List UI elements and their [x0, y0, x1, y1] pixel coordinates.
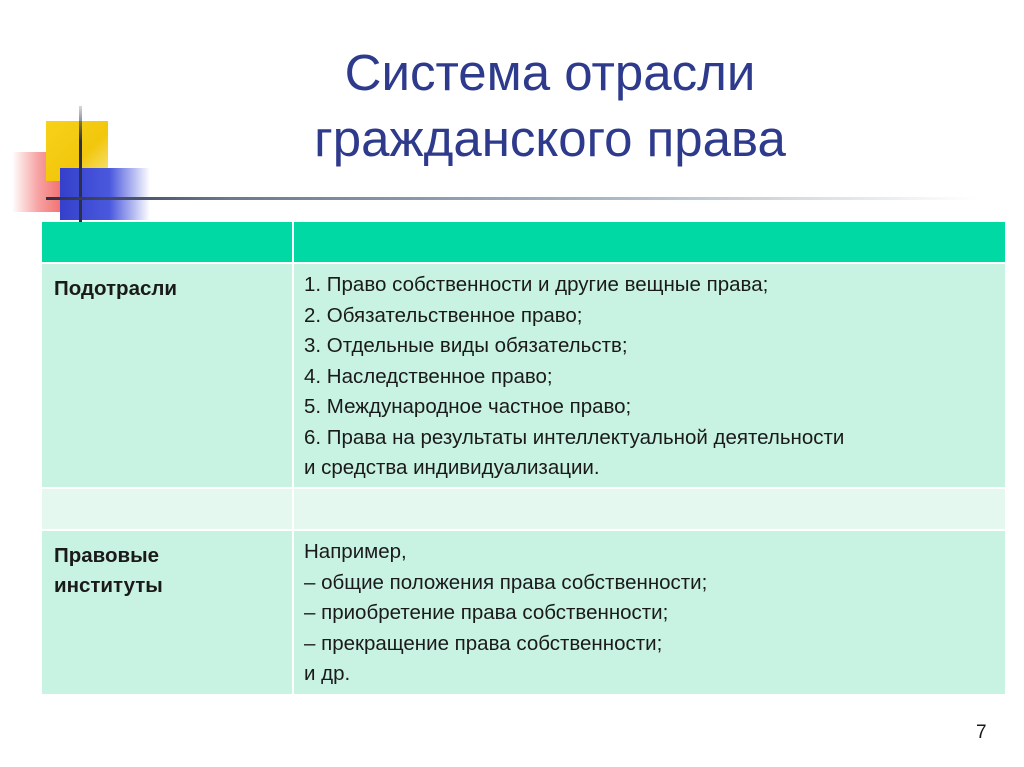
slide-title-line-2: гражданского права: [314, 110, 786, 167]
decorative-horizontal-line: [46, 197, 976, 200]
decorative-vertical-line: [79, 106, 82, 224]
empty-cell-2: [294, 489, 1005, 531]
table-header-cell-2: [294, 222, 1005, 264]
list-item: – приобретение права собственности;: [304, 601, 669, 624]
row-content-subbranches: [294, 264, 1005, 489]
list-item: 5. Международное частное право;: [304, 395, 632, 418]
list-item: 1. Право собственности и другие вещные права;: [304, 273, 769, 296]
table-row-subbranches: [42, 264, 1005, 489]
list-item: и др.: [304, 662, 351, 685]
decorative-blue-square: [60, 168, 150, 220]
slide-title: [200, 40, 900, 172]
table-row-empty: [42, 489, 1005, 531]
list-item: 2. Обязательственное право;: [304, 303, 583, 327]
list-item: – прекращение права собственности;: [304, 631, 663, 655]
row-content-legal-institutions: [294, 531, 1005, 696]
list-item: – общие положения права собственности;: [304, 570, 708, 594]
list-item: 3. Отдельные виды обязательств;: [304, 334, 628, 357]
list-item: 6. Права на результаты интеллектуальной деятельности: [304, 425, 845, 449]
list-item: Например,: [304, 540, 407, 563]
table-header-row: [42, 222, 1005, 264]
table-row-legal-institutions: [42, 531, 1005, 696]
content-table: [42, 222, 1005, 696]
list-item: 4. Наследственное право;: [304, 364, 553, 388]
row-label-legal-institutions: [42, 531, 294, 696]
empty-cell-1: [42, 489, 294, 531]
row-label-line-2: институты: [54, 574, 163, 597]
row-label-line-1: Правовые: [54, 544, 160, 567]
table-header-cell-1: [42, 222, 294, 264]
page-number: 7: [976, 722, 987, 743]
row-label-subbranches: Подотрасли: [42, 264, 294, 489]
slide-title-line-1: Система отрасли: [344, 44, 756, 101]
list-item: и средства индивидуализации.: [304, 456, 600, 479]
